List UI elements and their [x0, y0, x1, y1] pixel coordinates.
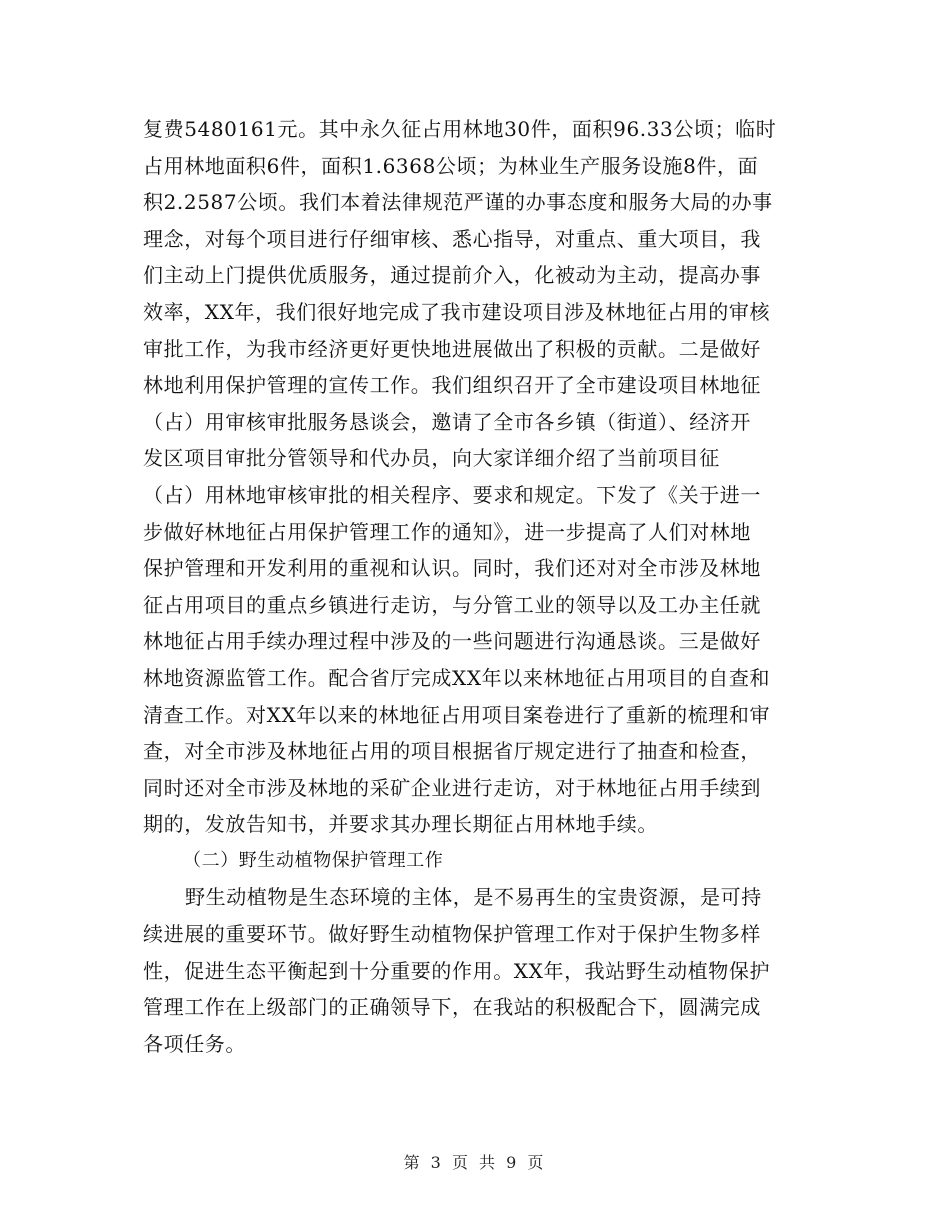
text-line: 查，对全市涉及林地征占用的项目根据省厅规定进行了抽查和检查，	[143, 739, 761, 764]
text-line: 审批工作，为我市经济更好更快地进展做出了积极的贡献。二是做好	[143, 336, 761, 361]
text-line: 发区项目审批分管领导和代办员，向大家详细介绍了当前项目征	[143, 446, 720, 471]
text-line: 期的，发放告知书，并要求其办理长期征占用林地手续。	[143, 812, 658, 837]
text-line: （占）用林地审核审批的相关程序、要求和规定。下发了《关于进一	[143, 482, 761, 507]
text-line: 管理工作在上级部门的正确领导下，在我站的积极配合下，圆满完成	[143, 995, 761, 1020]
text-line: 理念，对每个项目进行仔细审核、悉心指导，对重点、重大项目，我	[143, 226, 761, 251]
text-line: 复费5480161元。其中永久征占用林地30件，面积96.33公顷；临时	[143, 117, 777, 141]
document-body	[143, 111, 808, 1062]
text-line: 步做好林地征占用保护管理工作的通知》，进一步提高了人们对林地	[143, 519, 751, 544]
text-line: 效率，XX年，我们很好地完成了我市建设项目涉及林地征占用的审核	[143, 299, 771, 324]
text-line: 林地征占用手续办理过程中涉及的一些问题进行沟通恳谈。三是做好	[143, 629, 761, 654]
section-heading: （二）野生动植物保护管理工作	[183, 849, 444, 871]
text-line: 林地资源监管工作。配合省厅完成XX年以来林地征占用项目的自查和	[143, 665, 771, 690]
text-line: 续进展的重要环节。做好野生动植物保护管理工作对于保护生物多样	[143, 922, 761, 947]
text-line: 积2.2587公顷。我们本着法律规范严谨的办事态度和服务大局的办事	[143, 190, 773, 215]
text-line: 保护管理和开发利用的重视和认识。同时，我们还对对全市涉及林地	[143, 556, 761, 581]
text-line: 征占用项目的重点乡镇进行走访，与分管工业的领导以及工办主任就	[143, 592, 761, 617]
text-line: 占用林地面积6件，面积1.6368公顷；为林业生产服务设施8件，面	[143, 153, 759, 178]
text-line: 同时还对全市涉及林地的采矿企业进行走访，对于林地征占用手续到	[143, 775, 761, 800]
text-line: 们主动上门提供优质服务，通过提前介入，化被动为主动，提高办事	[143, 263, 761, 288]
text-line: 各项任务。	[143, 1031, 246, 1056]
text-line: 林地利用保护管理的宣传工作。我们组织召开了全市建设项目林地征	[143, 373, 761, 398]
text-line: 野生动植物是生态环境的主体，是不易再生的宝贵资源，是可持	[185, 885, 762, 910]
page-number: 第 3 页 共 9 页	[403, 1153, 547, 1172]
text-line: 清查工作。对XX年以来的林地征占用项目案卷进行了重新的梳理和审	[143, 702, 771, 727]
text-line: 性，促进生态平衡起到十分重要的作用。XX年，我站野生动植物保护	[143, 958, 771, 983]
text-line: （占）用审核审批服务恳谈会，邀请了全市各乡镇（街道）、经济开	[143, 409, 751, 434]
